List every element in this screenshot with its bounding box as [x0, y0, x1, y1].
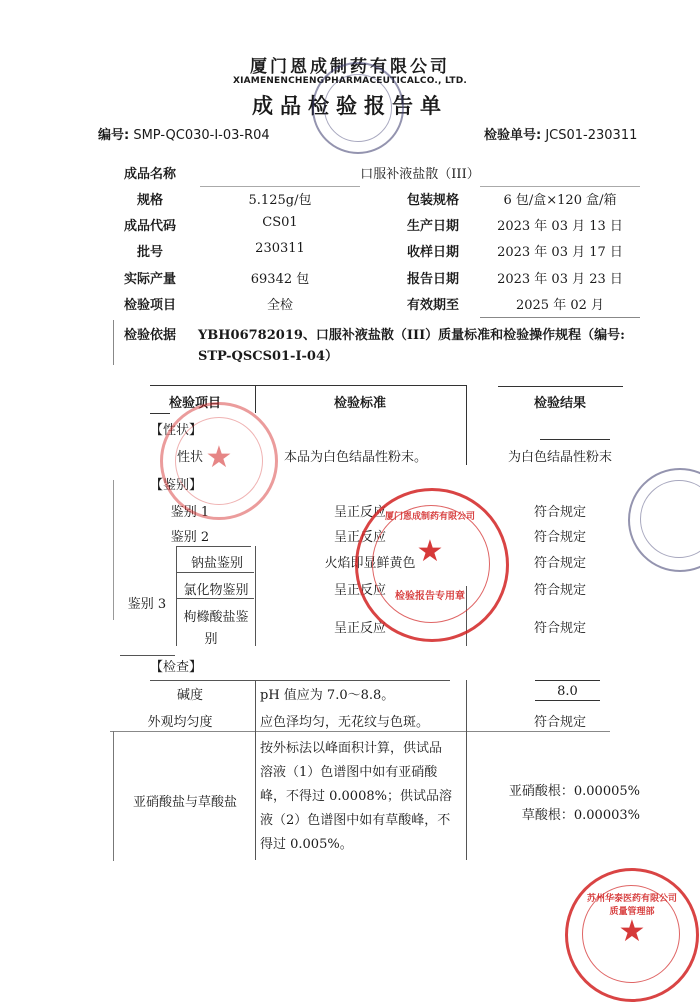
table-rule	[150, 385, 467, 386]
inspection-number-label: 检验单号:	[484, 128, 542, 143]
batch-value: 230311	[255, 241, 305, 256]
report-date-value: 2023 年 03 月 23 日	[497, 272, 623, 287]
inspection-item-value: 全检	[266, 298, 293, 313]
chloride-test-item: 氯化物鉴别	[183, 583, 249, 598]
nitrite-standard-line: 按外标法以峰面积计算，供试品	[260, 741, 443, 756]
uniformity-standard: 应色泽均匀，无花纹与色斑。	[260, 715, 430, 730]
expiry-label: 有效期至	[406, 298, 459, 313]
alkalinity-item: 碱度	[176, 688, 203, 703]
table-rule	[466, 680, 467, 860]
nitrite-standard-line: 溶液（1）色谱图中如有亚硝酸	[260, 765, 438, 780]
table-rule	[255, 385, 256, 413]
sample-date-label: 收样日期	[406, 245, 459, 260]
partial-stamp-right	[628, 468, 700, 572]
nitrite-standard-line: 液（2）色谱图中如有草酸峰，不	[260, 813, 451, 828]
character-result: 为白色结晶性粉末	[507, 450, 612, 465]
seal-text: 苏州华泰医药有限公司 质量管理部	[586, 894, 677, 917]
character-standard: 本品为白色结晶性粉末。	[284, 450, 428, 465]
doc-number-value: SMP-QC030-I-03-R04	[133, 128, 270, 143]
uniformity-result: 符合规定	[533, 715, 586, 730]
sodium-test-result: 符合规定	[533, 556, 586, 571]
inspection-number-value: JCS01-230311	[545, 128, 638, 143]
character-item: 性状	[176, 450, 203, 465]
table-rule	[113, 480, 114, 620]
table-rule	[498, 386, 623, 387]
spec-label: 规格	[136, 193, 163, 208]
basis-line-2: STP-QSCS01-I-04）	[198, 349, 339, 364]
sample-date-value: 2023 年 03 月 17 日	[497, 245, 623, 260]
pack-value: 6 包/盒×120 盒/箱	[503, 193, 617, 208]
report-date-label: 报告日期	[406, 272, 459, 287]
table-rule	[176, 572, 254, 573]
identification-1-standard: 呈正反应	[333, 505, 386, 520]
column-header-item: 检验项目	[168, 396, 221, 411]
inspection-item-label: 检验项目	[123, 298, 176, 313]
divider	[200, 186, 360, 187]
alkalinity-standard: pH 值应为 7.0～8.8。	[260, 688, 395, 703]
identification-1-item: 鉴别 1	[170, 505, 210, 520]
divider	[480, 317, 640, 318]
table-rule	[466, 385, 467, 465]
company-stamp-faint	[312, 62, 404, 154]
output-value: 69342 包	[250, 272, 310, 287]
column-header-result: 检验结果	[533, 396, 586, 411]
chloride-test-result: 符合规定	[533, 583, 586, 598]
identification-3-item: 鉴别 3	[127, 597, 167, 612]
nitrite-oxalate-result	[480, 780, 640, 828]
citrate-test-standard: 呈正反应	[333, 621, 386, 636]
doc-number-label: 编号:	[98, 128, 130, 143]
star-icon: ★	[205, 440, 233, 475]
qc-report-seal	[355, 488, 509, 642]
table-rule	[535, 700, 600, 701]
sodium-test-standard: 火焰即显鲜黄色	[324, 556, 416, 571]
table-rule	[150, 413, 170, 414]
table-rule	[540, 439, 610, 440]
report-title: 成品检验报告单	[252, 93, 448, 118]
expiry-value: 2025 年 02 月	[515, 298, 605, 313]
nitrite-standard-line: 得过 0.005%。	[260, 837, 353, 852]
section-character: 【性状】	[150, 423, 203, 438]
identification-2-standard: 呈正反应	[333, 530, 386, 545]
nitrite-result: 亚硝酸根：0.00005%	[508, 784, 640, 799]
star-icon: ★	[416, 534, 444, 569]
product-name-label: 成品名称	[123, 167, 176, 182]
divider	[113, 320, 114, 365]
alkalinity-result: 8.0	[557, 684, 578, 699]
code-label: 成品代码	[123, 219, 176, 234]
batch-label: 批号	[136, 245, 163, 260]
company-name-cn: 厦门恩成制药有限公司	[250, 57, 450, 77]
info-block	[0, 0, 700, 380]
table-rule	[176, 546, 251, 547]
table-rule	[255, 680, 256, 860]
uniformity-item: 外观均匀度	[147, 715, 213, 730]
nitrite-oxalate-standard	[260, 737, 452, 857]
table-rule	[110, 731, 610, 732]
mfg-date-label: 生产日期	[406, 219, 459, 234]
company-name-en: XIAMENENCHENGPHARMACEUTICALCO., LTD.	[232, 76, 468, 86]
star-icon: ★	[618, 914, 646, 949]
citrate-test-item-line1: 枸橼酸盐鉴	[183, 610, 249, 625]
table-rule	[150, 680, 450, 681]
identification-2-result: 符合规定	[533, 530, 586, 545]
qc-seal-faint	[160, 402, 278, 520]
output-label: 实际产量	[123, 272, 176, 287]
mfg-date-value: 2023 年 03 月 13 日	[497, 219, 623, 234]
oxalate-result: 草酸根：0.00003%	[521, 808, 640, 823]
spec-value: 5.125g/包	[248, 193, 312, 208]
chloride-test-standard: 呈正反应	[333, 583, 386, 598]
basis-label: 检验依据	[123, 328, 176, 343]
table-rule	[535, 680, 600, 681]
divider	[480, 186, 640, 187]
identification-2-item: 鉴别 2	[170, 530, 210, 545]
section-test: 【检查】	[150, 660, 203, 675]
nitrite-standard-line: 峰，不得过 0.0008%；供试品溶	[260, 789, 452, 804]
qa-seal	[565, 868, 699, 1002]
identification-1-result: 符合规定	[533, 505, 586, 520]
product-name-value: 口服补液盐散（III）	[360, 167, 480, 182]
citrate-test-result: 符合规定	[533, 621, 586, 636]
basis-line-1: YBH06782019、口服补液盐散（III）质量标准和检验操作规程（编号:	[198, 328, 625, 343]
section-identification: 【鉴别】	[150, 478, 203, 493]
seal-text: 厦门恩成制药有限公司	[384, 512, 475, 522]
seal-text: 检验报告专用章	[395, 591, 465, 602]
table-rule	[113, 731, 114, 861]
table-rule	[176, 598, 254, 599]
citrate-test-item-line2: 别	[204, 632, 218, 647]
sodium-test-item: 钠盐鉴别	[190, 556, 243, 571]
nitrite-oxalate-item: 亚硝酸盐与草酸盐	[132, 795, 237, 810]
column-header-standard: 检验标准	[333, 396, 386, 411]
code-value: CS01	[262, 215, 298, 230]
pack-label: 包装规格	[406, 193, 459, 208]
